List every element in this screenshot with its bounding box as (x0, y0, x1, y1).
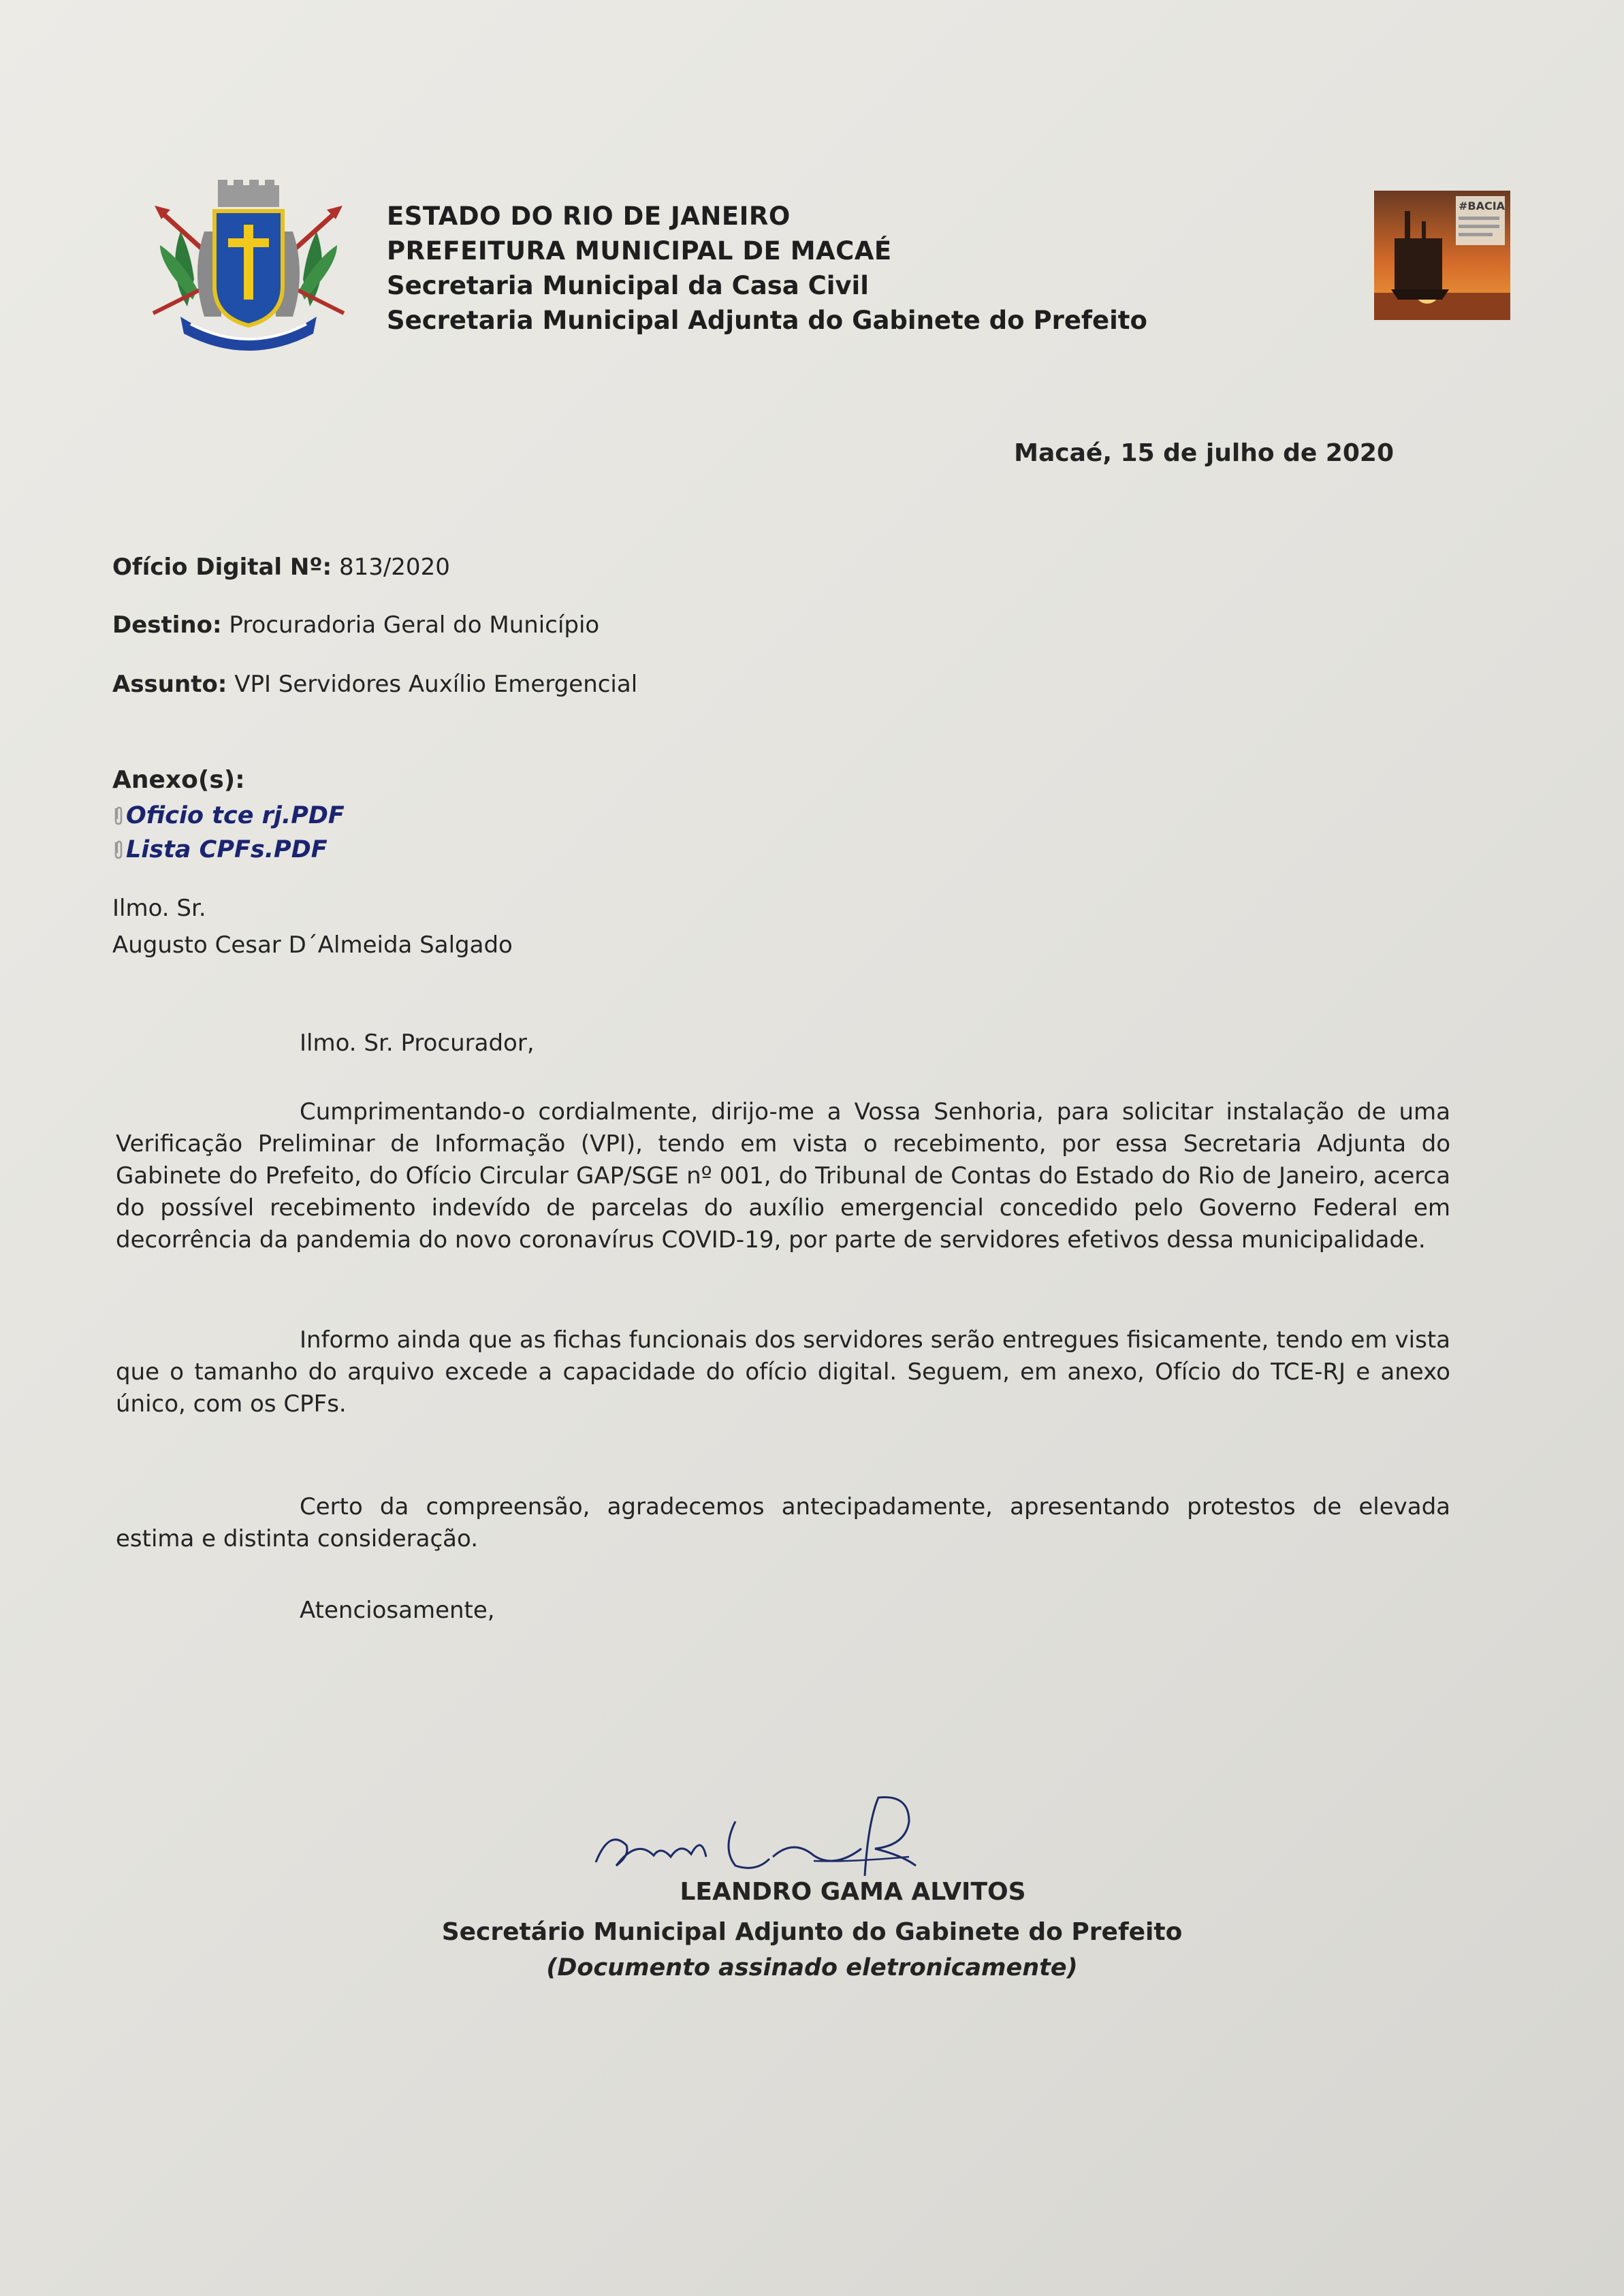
signer-title: Secretário Municipal Adjunto do Gabinete do Prefeito (441, 1918, 1183, 1946)
letter-date: Macaé, 15 de julho de 2020 (1014, 439, 1394, 467)
coat-of-arms-logo (140, 170, 357, 354)
body-paragraph: Certo da compreensão, agradecemos antecipadamente, apresentando protestos de elevada estima e distinta consideração. (116, 1493, 1450, 1552)
oficio-label: Ofício Digital Nº: (112, 554, 332, 581)
body-paragraph: Informo ainda que as fichas funcionais dos servidores serão entregues fisicamente, tendo em vista que o tamanho do arquivo excede a capacidade do ofício digital. Seguem, em anexo, Ofício do TCE-RJ e anexo único, com os CPFs. (116, 1326, 1450, 1418)
subject-value: VPI Servidores Auxílio Emergencial (234, 671, 638, 698)
subject-label: Assunto: (112, 671, 227, 698)
recipient-name: Augusto Cesar D´Almeida Salgado (112, 931, 513, 959)
paperclip-icon (112, 806, 123, 826)
signer-name: LEANDRO GAMA ALVITOS (680, 1878, 1026, 1906)
handwritten-signature (589, 1781, 964, 1886)
salutation: Ilmo. Sr. Procurador, (300, 1030, 535, 1057)
letterhead (387, 199, 1147, 338)
destination (112, 611, 599, 639)
annex-title: Anexo(s): (112, 766, 245, 794)
body-paragraph: Cumprimentando-o cordialmente, dirijo-me a Vossa Senhoria, para solicitar instalação de uma Verificação Preliminar de Informação (VPI), tendo em vista o recebimento, por essa Secretaria Adjunta do Gabinete do Prefeito, do Ofício Circular GAP/SGE nº 001, do Tribunal de Contas do Estado do Rio de Janeiro, acerca do possível recebimento indevído de parcelas do auxílio emergencial concedido pelo Governo Federal em decorrência da pandemia do novo coronavírus COVID-19, por parte de servidores efetivos dessa municipalidade. (116, 1098, 1450, 1254)
signature-note: (Documento assinado eletronicamente) (546, 1954, 1078, 1981)
annex-filename: Lista CPFs.PDF (126, 836, 328, 863)
subject (112, 671, 637, 698)
destination-label: Destino: (112, 611, 222, 639)
header-state: ESTADO DO RIO DE JANEIRO (387, 202, 791, 231)
oficio-number (112, 554, 450, 581)
header-secretariat: Secretaria Municipal da Casa Civil (387, 271, 869, 300)
recipient-title: Ilmo. Sr. (112, 895, 206, 922)
closing: Atenciosamente, (300, 1597, 495, 1624)
photo-caption: #BACIA (1459, 200, 1506, 212)
paperclip-icon (112, 840, 123, 860)
oficio-value: 813/2020 (338, 554, 450, 581)
destination-value: Procuradoria Geral do Município (229, 611, 600, 639)
header-adjunct-secretariat: Secretaria Municipal Adjunta do Gabinete do Prefeito (387, 306, 1147, 335)
annex-filename: Oficio tce rj.PDF (126, 802, 345, 829)
annex-link-lista[interactable] (112, 836, 328, 863)
annex-link-oficio[interactable] (112, 802, 345, 829)
oil-platform-photo (1374, 191, 1510, 320)
header-prefecture: PREFEITURA MUNICIPAL DE MACAÉ (387, 236, 892, 266)
